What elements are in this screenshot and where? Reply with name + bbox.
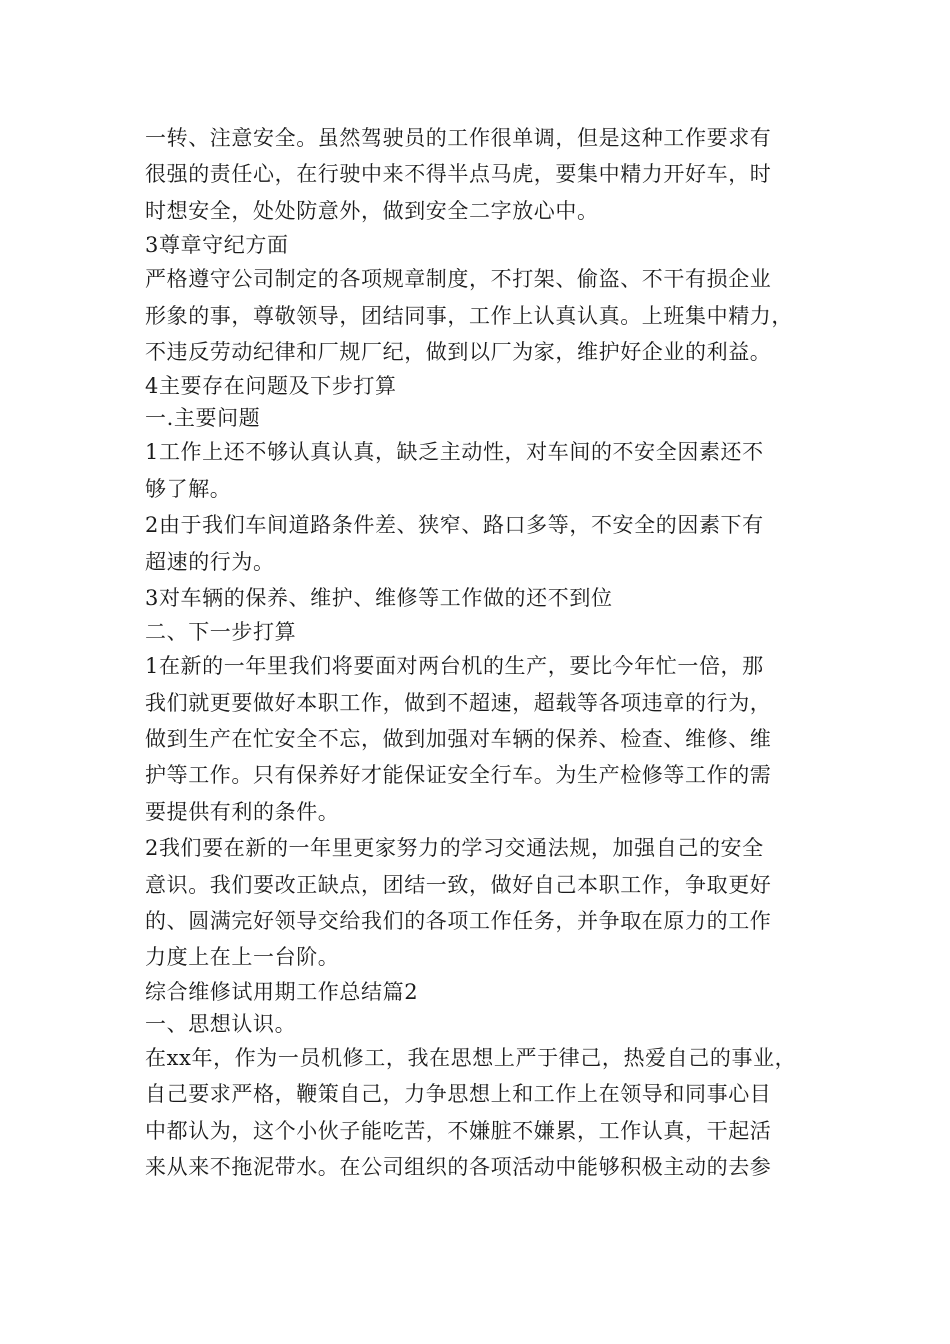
paragraph-line: 中都认为，这个小伙子能吃苦，不嫌脏不嫌累，工作认真，干起活	[145, 1118, 772, 1143]
paragraph-line: 形象的事，尊敬领导，团结同事，工作上认真认真。上班集中精力，	[145, 303, 793, 328]
paragraph-line: 时想安全，处处防意外，做到安全二字放心中。	[145, 198, 599, 223]
section-heading: 3尊章守纪方面	[145, 233, 289, 258]
article-title: 综合维修试用期工作总结篇2	[145, 979, 419, 1004]
list-item-line: 护等工作。只有保养好才能保证安全行车。为生产检修等工作的需	[145, 763, 772, 788]
list-item-line: 够了解。	[145, 476, 232, 501]
list-item-line: 2由于我们车间道路条件差、狭窄、路口多等，不安全的因素下有	[145, 513, 764, 538]
list-item-line: 2我们要在新的一年里更家努力的学习交通法规，加强自己的安全	[145, 836, 764, 861]
document-body	[145, 120, 815, 1185]
paragraph-line: 不违反劳动纪律和厂规厂纪，做到以厂为家，维护好企业的利益。	[145, 339, 772, 364]
list-item-line: 3对车辆的保养、维护、维修等工作做的还不到位	[145, 585, 613, 610]
list-item-line: 做到生产在忙安全不忘，做到加强对车辆的保养、检查、维修、维	[145, 727, 772, 752]
list-item-line: 力度上在上一台阶。	[145, 945, 340, 970]
list-item-line: 意识。我们要改正缺点，团结一致，做好自己本职工作，争取更好	[145, 872, 772, 897]
paragraph-line: 在xx年，作为一员机修工，我在思想上严于律己，热爱自己的事业，	[145, 1045, 797, 1070]
list-item-line: 要提供有利的条件。	[145, 799, 340, 824]
list-item-line: 1在新的一年里我们将要面对两台机的生产，要比今年忙一倍，那	[145, 654, 764, 679]
list-item-line: 我们就更要做好本职工作，做到不超速，超载等各项违章的行为，	[145, 690, 772, 715]
paragraph-line: 一转、注意安全。虽然驾驶员的工作很单调，但是这种工作要求有	[145, 126, 772, 150]
subsection-heading: 一.主要问题	[145, 406, 261, 431]
list-item-line: 的、圆满完好领导交给我们的各项工作任务，并争取在原力的工作	[145, 909, 772, 934]
subsection-heading: 二、下一步打算	[145, 620, 297, 645]
list-item-line: 超速的行为。	[145, 549, 275, 574]
paragraph-line: 来从来不拖泥带水。在公司组织的各项活动中能够积极主动的去参	[145, 1154, 772, 1179]
paragraph-line: 自己要求严格，鞭策自己，力争思想上和工作上在领导和同事心目	[145, 1082, 772, 1107]
paragraph-line: 严格遵守公司制定的各项规章制度，不打架、偷盗、不干有损企业	[145, 267, 772, 292]
section-heading: 4主要存在问题及下步打算	[145, 374, 397, 399]
section-heading: 一、思想认识。	[145, 1011, 297, 1036]
list-item-line: 1工作上还不够认真认真，缺乏主动性，对车间的不安全因素还不	[145, 440, 764, 465]
paragraph-line: 很强的责任心，在行驶中来不得半点马虎，要集中精力开好车，时	[145, 162, 772, 187]
